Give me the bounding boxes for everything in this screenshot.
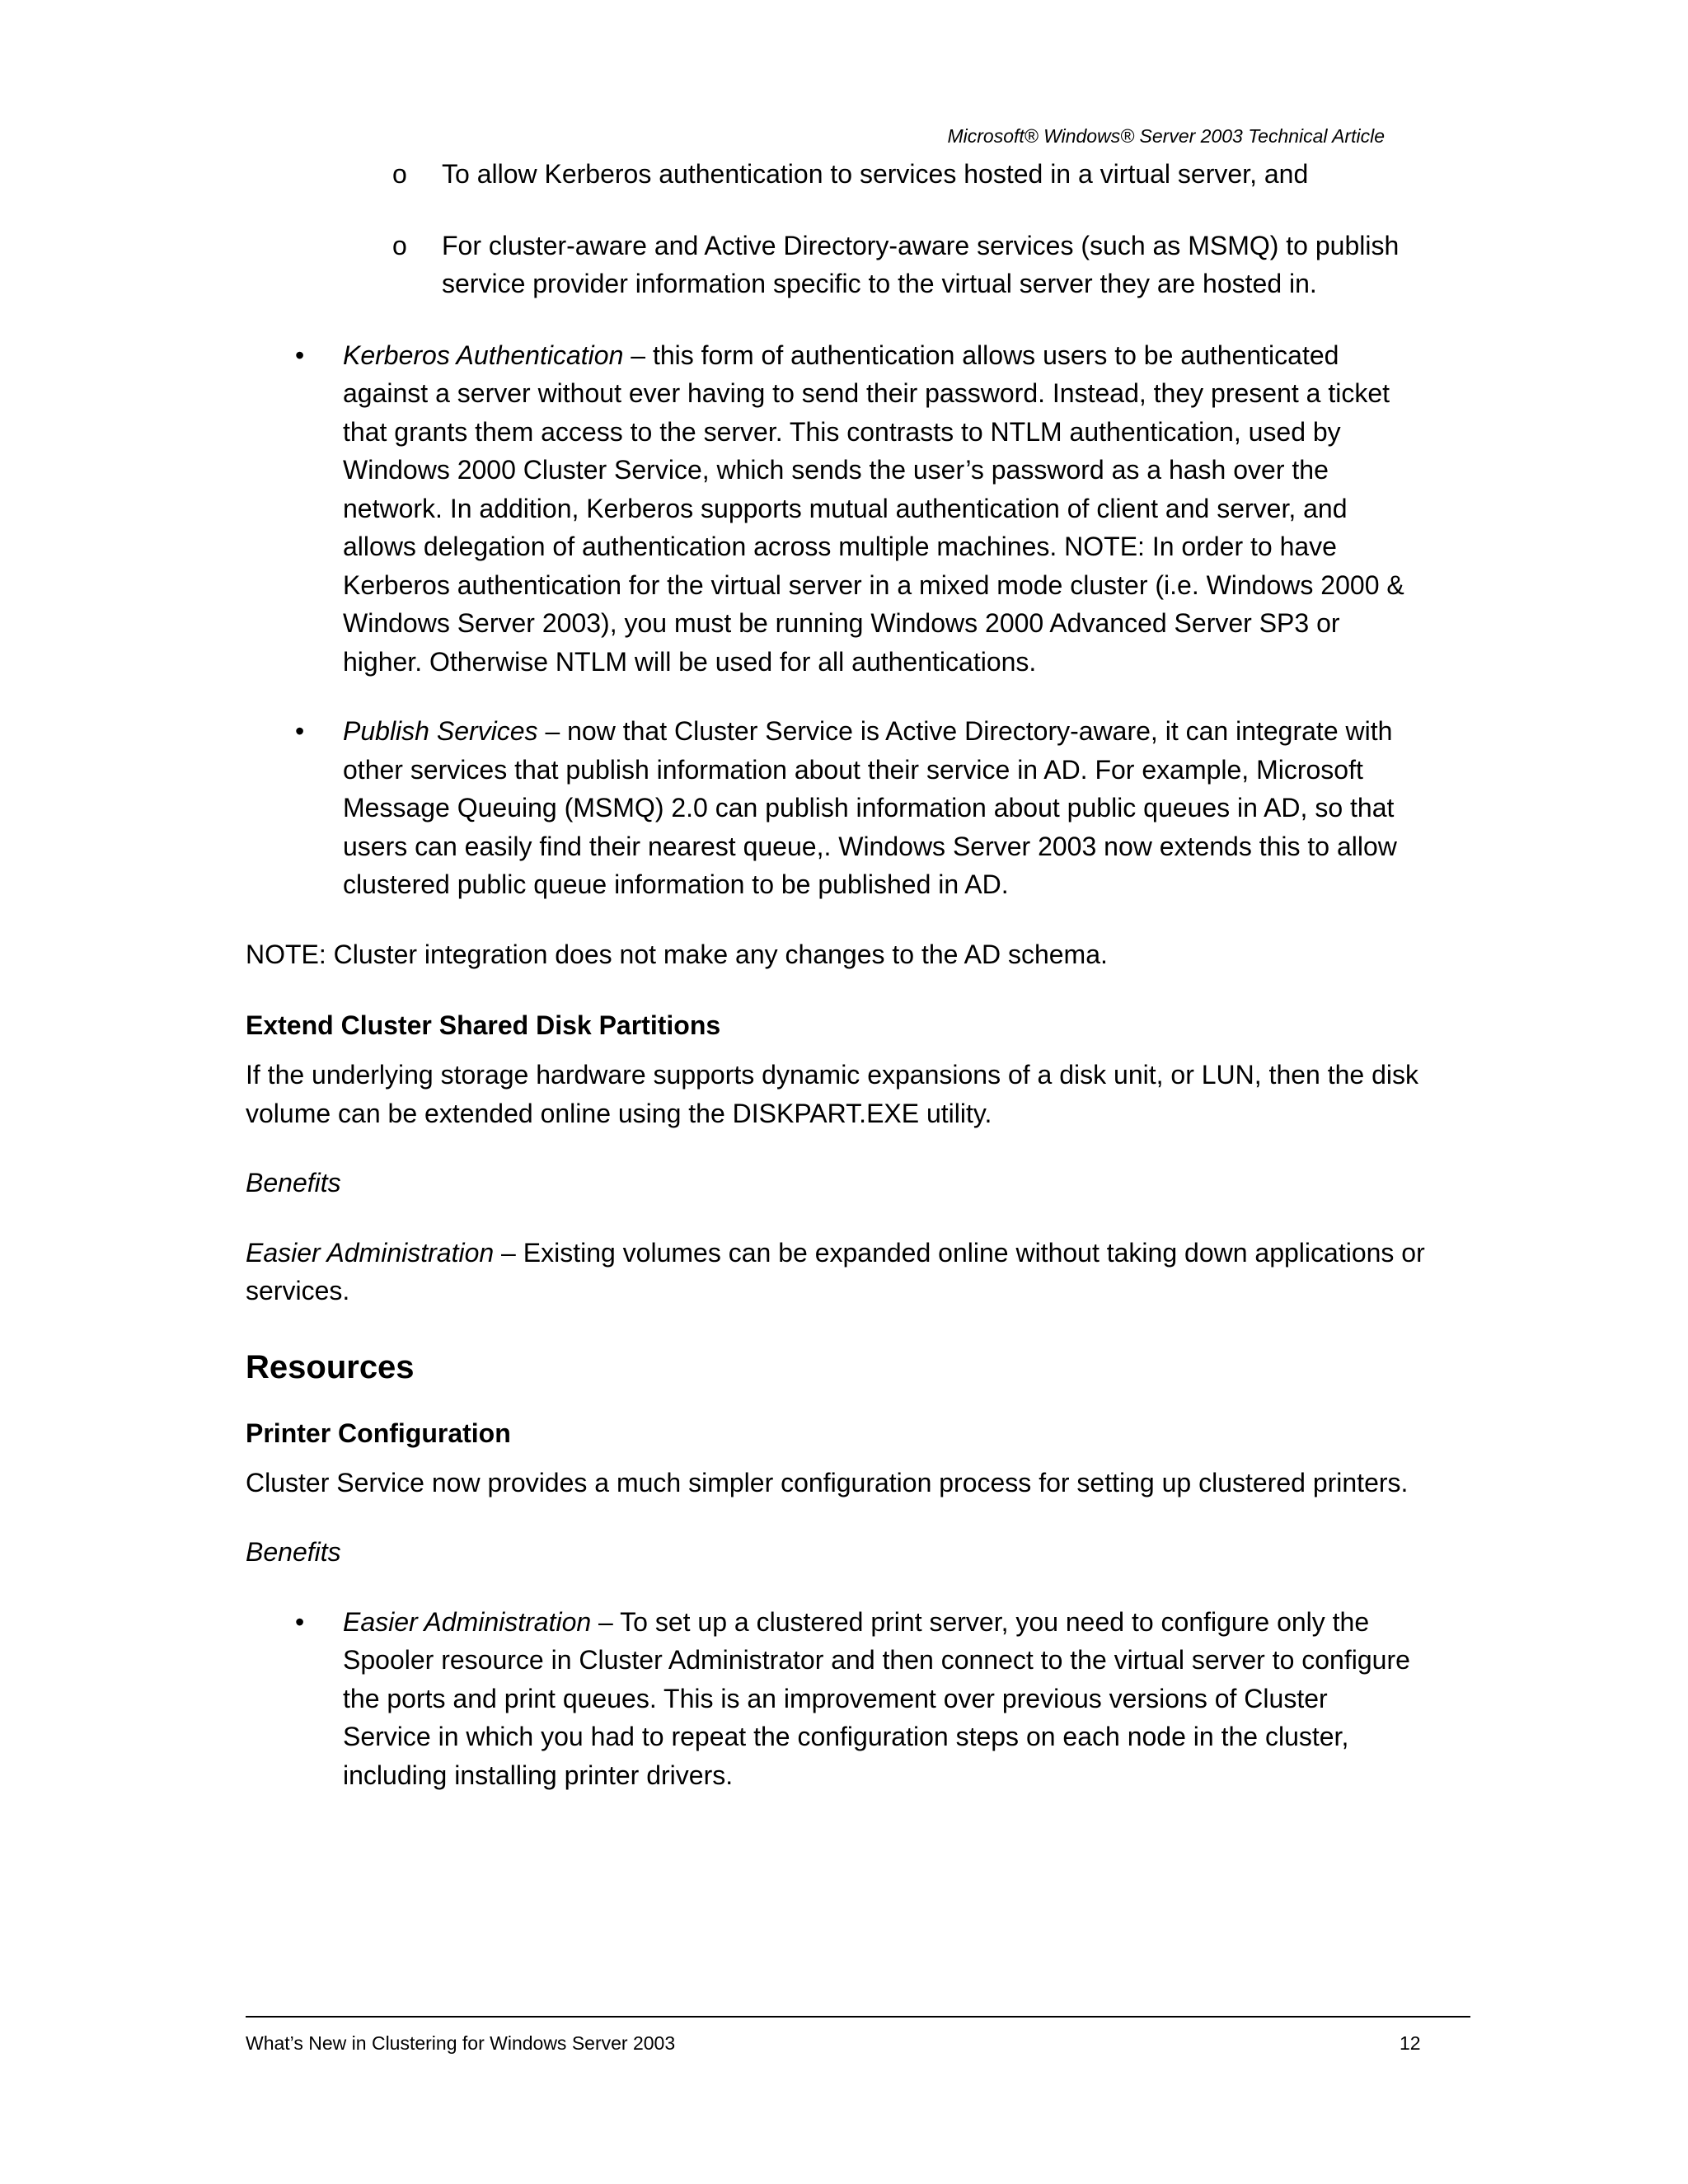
- bullet-text: – now that Cluster Service is Active Directory-aware, it can integrate with other services that publish information about their service in AD. For example, Microsoft Message Queuing (MSMQ) 2.0 can publish information about public queues in AD, so that users can easily find their nearest queue,. Windows Server 2003 now extends this to allow clustered public queue information to be published in AD.: [343, 716, 1397, 899]
- printer-benefits-label: Benefits: [246, 1537, 341, 1567]
- bullet-term: Easier Administration: [343, 1606, 592, 1637]
- bullet-text: – this form of authentication allows users to be authenticated against a server without ever having to send their password. Instead, they present a ticket that grants them access to the server. This contrasts to NTLM authentication, used by Windows 2000 Cluster Service, which sends the user’s password as a hash over the network. In addition, Kerberos supports mutual authentication of client and server, and allows delegation of authentication across multiple machines. NOTE: In order to have Kerberos authentication for the virtual server in a mixed mode cluster (i.e. Windows 2000 & Windows Server 2003), you must be running Windows 2000 Advanced Server SP3 or higher. Otherwise NTLM will be used for all authentications.: [343, 340, 1404, 677]
- bullet-term: Kerberos Authentication: [343, 340, 624, 370]
- extend-benefits-label: Benefits: [246, 1168, 341, 1197]
- footer-page-number: 12: [1400, 2032, 1421, 2054]
- bullet-item-publish-services: [246, 712, 1414, 904]
- printer-section-heading: Printer Configuration: [246, 1418, 511, 1448]
- sub-bullet-text: To allow Kerberos authentication to services hosted in a virtual server, and: [442, 159, 1309, 189]
- printer-section-body: Cluster Service now provides a much simpler configuration process for setting up clustered printers.: [246, 1467, 1409, 1497]
- resources-heading: Resources: [246, 1348, 415, 1385]
- footer-divider: [246, 2016, 1470, 2018]
- extend-section-heading: Extend Cluster Shared Disk Partitions: [246, 1010, 721, 1040]
- schema-note: NOTE: Cluster integration does not make any changes to the AD schema.: [246, 939, 1108, 969]
- sub-bullet-item: [246, 227, 1406, 303]
- sub-bullet-text: For cluster-aware and Active Directory-aware services (such as MSMQ) to publish service provider information specific to the virtual server they are hosted in.: [442, 230, 1400, 298]
- bullet-term: Publish Services: [343, 716, 538, 746]
- running-header: Microsoft® Windows® Server 2003 Technical Article: [947, 125, 1385, 147]
- bullet-item-kerberos: [246, 336, 1414, 682]
- extend-benefit-term: Easier Administration: [246, 1237, 495, 1268]
- bullet-marker: •: [295, 340, 305, 370]
- extend-section-body: If the underlying storage hardware supports dynamic expansions of a disk unit, or LUN, then the disk volume can be extended online using the DISKPART.EXE utility.: [246, 1060, 1418, 1128]
- bullet-item-printer-benefit: [246, 1603, 1414, 1795]
- extend-benefit-text: – Existing volumes can be expanded online without taking down applications or services.: [246, 1237, 1425, 1305]
- footer-document-title: What’s New in Clustering for Windows Server 2003: [246, 2032, 676, 2054]
- bullet-marker: •: [295, 716, 305, 746]
- sub-bullet-marker: o: [392, 230, 407, 260]
- body-text: [246, 155, 1467, 1825]
- sub-bullet-item: [246, 155, 1406, 194]
- sub-bullet-marker: o: [392, 159, 407, 189]
- bullet-marker: •: [295, 1606, 305, 1637]
- bullet-text: – To set up a clustered print server, you need to configure only the Spooler resource in Cluster Administrator and then connect to the virtual server to configure the ports and print queues. This is an improvement over previous versions of Cluster Service in which you had to repeat the configuration steps on each node in the cluster, including installing printer drivers.: [343, 1606, 1410, 1790]
- extend-benefit: [246, 1234, 1467, 1310]
